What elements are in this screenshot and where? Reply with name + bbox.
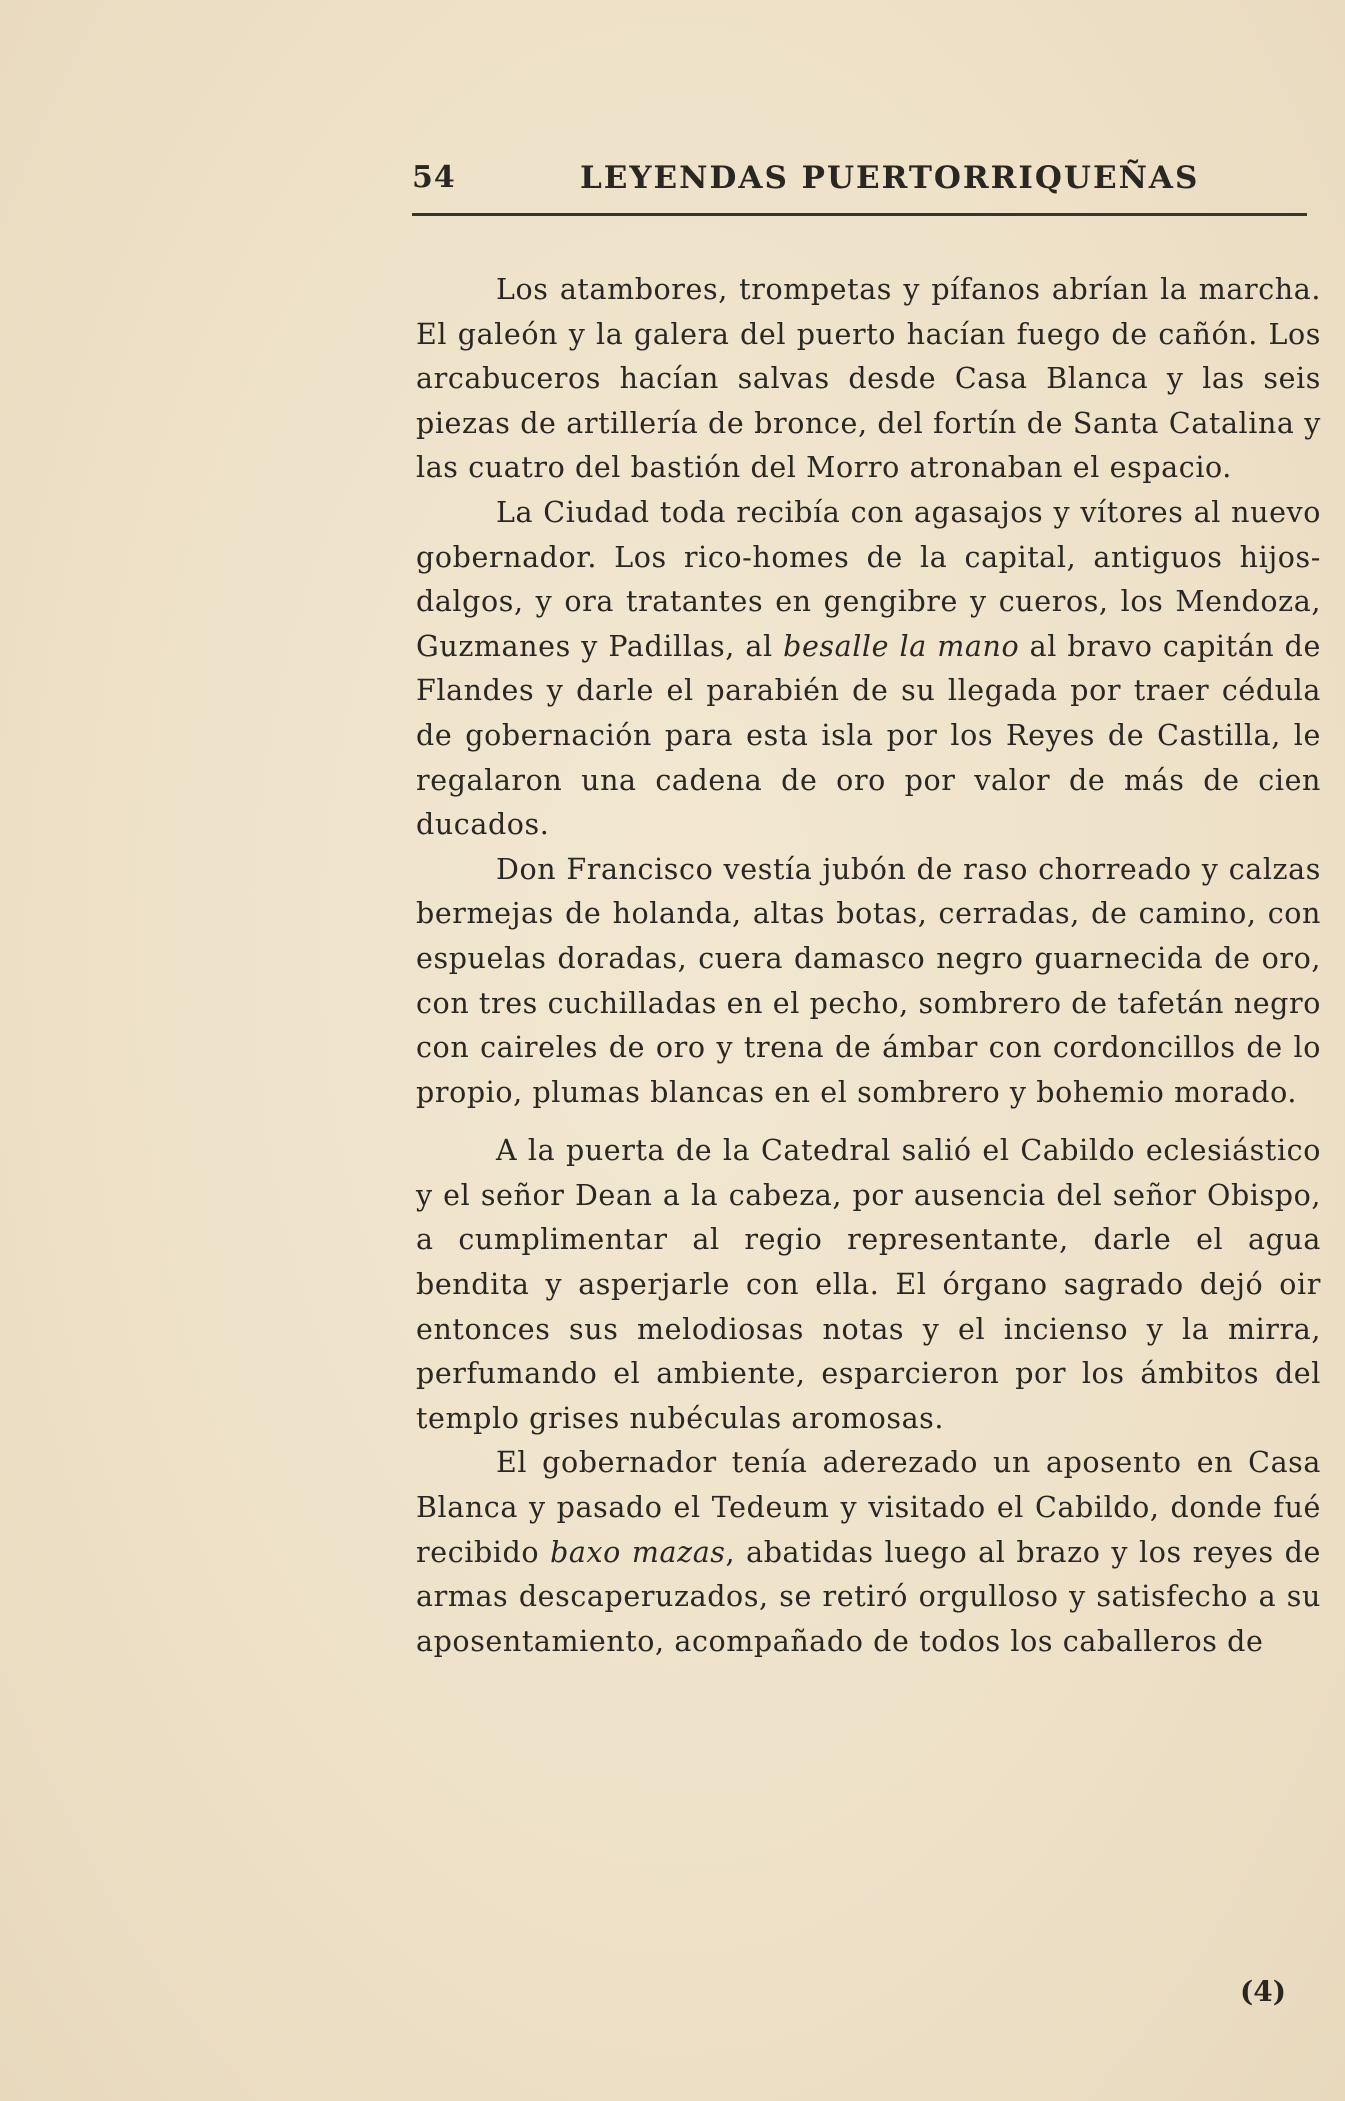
running-title: LEYENDAS PUERTORRIQUEÑAS [580,160,1200,196]
header-rule [412,213,1307,216]
paragraph-3: Don Francisco vestía jubón de raso chorreado y calzas bermejas de holanda, altas botas, cerradas, de camino, con espuelas doradas, cuera damasco negro guarnecida de oro, con tres cuchilladas en el pecho, sombrero de tafetán negro con caireles de oro y trena de ámbar con cordoncillos de lo propio, plumas blancas en el sombrero y bohemio morado. [416,852,1321,1109]
page-number: 54 [412,160,456,195]
paragraph-1: Los atambores, trompetas y pífanos abrían la marcha. El galeón y la galera del puerto hacían fuego de cañón. Los arcabuceros hacían salvas desde Casa Blanca y las seis piezas de artillería de bronce, del fortín de Santa Catalina y las cuatro del bastión del Morro atronaban el espacio. [416,273,1321,485]
italic-phrase: besalle la mano [783,629,1020,663]
page-header [412,160,1312,210]
italic-phrase: baxo mazas [550,1535,726,1569]
body-text [416,268,1321,1664]
paragraph-5: El gobernador tenía aderezado un aposento en Casa Blanca y pasado el Tedeum y visitado el Cabildo, donde fué recibido baxo mazas, abatidas luego al brazo y los reyes de armas descaperuzados, se retiró orgulloso y satisfecho a su aposentamiento, acompañado de todos los caballeros de [416,1446,1321,1658]
paragraph-4: A la puerta de la Catedral salió el Cabildo eclesiástico y el señor Dean a la cabeza, por ausencia del señor Obispo, a cumplimentar al regio representante, darle el agua bendita y asperjarle con ella. El órgano sagrado dejó oir entonces sus melodiosas notas y el incienso y la mirra, perfumando el ambiente, esparcieron por los ámbitos del templo grises nubéculas aromosas. [416,1134,1321,1435]
signature-mark: (4) [1240,1975,1286,2008]
paragraph-2: La Ciudad toda recibía con agasajos y vítores al nuevo gobernador. Los rico-homes de la capital, antiguos hijos-dalgos, y ora tratantes en gengibre y cueros, los Mendoza, Guzmanes y Padillas, al besalle la mano al bravo capitán de Flandes y darle el parabién de su llegada por traer cédula de gobernación para esta isla por los Reyes de Castilla, le regalaron una cadena de oro por valor de más de cien ducados. [416,495,1321,842]
